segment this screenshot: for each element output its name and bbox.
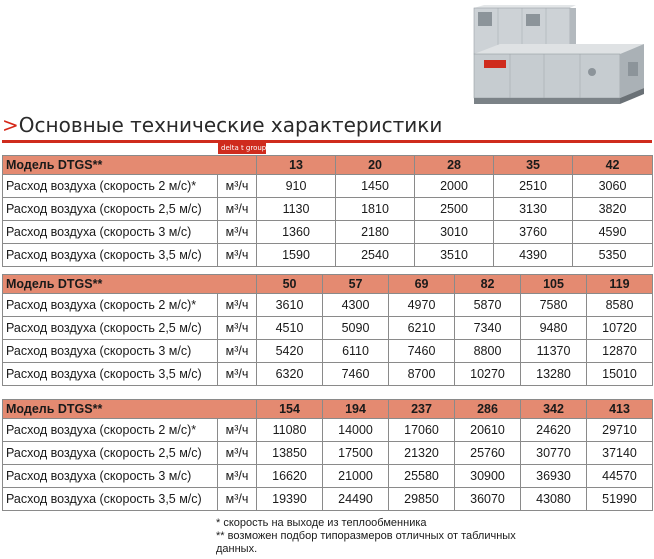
value-cell: 11370 <box>521 340 587 363</box>
value-cell: 25760 <box>455 442 521 465</box>
value-cell: 6210 <box>389 317 455 340</box>
value-cell: 10270 <box>455 363 521 386</box>
value-cell: 21000 <box>323 465 389 488</box>
model-cell: 342 <box>521 400 587 419</box>
value-cell: 51990 <box>587 488 653 511</box>
value-cell: 44570 <box>587 465 653 488</box>
title-arrow: > <box>2 113 19 137</box>
table-header-row <box>3 400 653 419</box>
value-cell: 8700 <box>389 363 455 386</box>
model-cell: 105 <box>521 275 587 294</box>
row-label: Расход воздуха (скорость 3 м/с) <box>3 465 218 488</box>
value-cell: 16620 <box>257 465 323 488</box>
value-cell: 1130 <box>257 198 336 221</box>
value-cell: 1590 <box>257 244 336 267</box>
value-cell: 37140 <box>587 442 653 465</box>
row-label: Расход воздуха (скорость 2 м/с)* <box>3 294 218 317</box>
value-cell: 5420 <box>257 340 323 363</box>
model-cell: 69 <box>389 275 455 294</box>
value-cell: 1810 <box>336 198 415 221</box>
unit-cell: м³/ч <box>218 294 257 317</box>
value-cell: 6320 <box>257 363 323 386</box>
model-cell: 28 <box>415 156 494 175</box>
value-cell: 2000 <box>415 175 494 198</box>
value-cell: 9480 <box>521 317 587 340</box>
spec-table-1 <box>2 155 653 267</box>
value-cell: 3820 <box>573 198 653 221</box>
unit-cell: м³/ч <box>218 488 257 511</box>
unit-cell: м³/ч <box>218 175 257 198</box>
value-cell: 5090 <box>323 317 389 340</box>
footnote: * скорость на выходе из теплообменника <box>216 517 427 529</box>
unit-cell: м³/ч <box>218 198 257 221</box>
value-cell: 1450 <box>336 175 415 198</box>
air-handling-unit-image <box>470 4 650 108</box>
value-cell: 12870 <box>587 340 653 363</box>
value-cell: 1360 <box>257 221 336 244</box>
unit-cell: м³/ч <box>218 442 257 465</box>
value-cell: 7340 <box>455 317 521 340</box>
value-cell: 14000 <box>323 419 389 442</box>
value-cell: 21320 <box>389 442 455 465</box>
table-row <box>3 442 653 465</box>
value-cell: 3510 <box>415 244 494 267</box>
value-cell: 2180 <box>336 221 415 244</box>
section-title-text: Основные технические характеристики <box>18 113 443 137</box>
table-row <box>3 294 653 317</box>
value-cell: 30900 <box>455 465 521 488</box>
table-row <box>3 419 653 442</box>
value-cell: 3610 <box>257 294 323 317</box>
value-cell: 11080 <box>257 419 323 442</box>
value-cell: 5870 <box>455 294 521 317</box>
model-cell: 20 <box>336 156 415 175</box>
model-cell: 237 <box>389 400 455 419</box>
row-label: Расход воздуха (скорость 3 м/с) <box>3 340 218 363</box>
value-cell: 29710 <box>587 419 653 442</box>
unit-cell: м³/ч <box>218 317 257 340</box>
model-label: Модель DTGS** <box>3 275 257 294</box>
row-label: Расход воздуха (скорость 2,5 м/с) <box>3 198 218 221</box>
value-cell: 10720 <box>587 317 653 340</box>
footnote: ** возможен подбор типоразмеров отличных от табличных данных. <box>216 530 516 555</box>
value-cell: 8580 <box>587 294 653 317</box>
model-cell: 13 <box>257 156 336 175</box>
model-cell: 154 <box>257 400 323 419</box>
value-cell: 3130 <box>494 198 573 221</box>
row-label: Расход воздуха (скорость 2 м/с)* <box>3 175 218 198</box>
section-title <box>2 110 442 140</box>
value-cell: 2500 <box>415 198 494 221</box>
value-cell: 17060 <box>389 419 455 442</box>
value-cell: 20610 <box>455 419 521 442</box>
value-cell: 4300 <box>323 294 389 317</box>
value-cell: 24490 <box>323 488 389 511</box>
value-cell: 25580 <box>389 465 455 488</box>
model-label: Модель DTGS** <box>3 156 257 175</box>
footnotes <box>216 517 516 556</box>
value-cell: 4390 <box>494 244 573 267</box>
value-cell: 6110 <box>323 340 389 363</box>
value-cell: 36930 <box>521 465 587 488</box>
table-header-row <box>3 156 653 175</box>
value-cell: 43080 <box>521 488 587 511</box>
model-cell: 119 <box>587 275 653 294</box>
value-cell: 910 <box>257 175 336 198</box>
value-cell: 5350 <box>573 244 653 267</box>
row-label: Расход воздуха (скорость 3,5 м/с) <box>3 363 218 386</box>
table-row <box>3 488 653 511</box>
value-cell: 13850 <box>257 442 323 465</box>
table-row <box>3 198 653 221</box>
row-label: Расход воздуха (скорость 3 м/с) <box>3 221 218 244</box>
value-cell: 8800 <box>455 340 521 363</box>
model-cell: 286 <box>455 400 521 419</box>
value-cell: 7460 <box>323 363 389 386</box>
unit-cell: м³/ч <box>218 244 257 267</box>
model-cell: 57 <box>323 275 389 294</box>
value-cell: 3010 <box>415 221 494 244</box>
unit-cell: м³/ч <box>218 419 257 442</box>
unit-cell: м³/ч <box>218 221 257 244</box>
row-label: Расход воздуха (скорость 3,5 м/с) <box>3 488 218 511</box>
unit-cell: м³/ч <box>218 340 257 363</box>
value-cell: 2510 <box>494 175 573 198</box>
spec-table-2 <box>2 274 653 386</box>
value-cell: 19390 <box>257 488 323 511</box>
value-cell: 7460 <box>389 340 455 363</box>
value-cell: 3760 <box>494 221 573 244</box>
table-row <box>3 175 653 198</box>
value-cell: 15010 <box>587 363 653 386</box>
value-cell: 30770 <box>521 442 587 465</box>
table-row <box>3 221 653 244</box>
table-row <box>3 244 653 267</box>
row-label: Расход воздуха (скорость 2,5 м/с) <box>3 317 218 340</box>
row-label: Расход воздуха (скорость 3,5 м/с) <box>3 244 218 267</box>
model-cell: 50 <box>257 275 323 294</box>
value-cell: 4510 <box>257 317 323 340</box>
value-cell: 13280 <box>521 363 587 386</box>
model-cell: 194 <box>323 400 389 419</box>
unit-cell: м³/ч <box>218 465 257 488</box>
model-cell: 82 <box>455 275 521 294</box>
title-underline <box>2 140 652 143</box>
row-label: Расход воздуха (скорость 2 м/с)* <box>3 419 218 442</box>
table-row <box>3 340 653 363</box>
value-cell: 4590 <box>573 221 653 244</box>
row-label: Расход воздуха (скорость 2,5 м/с) <box>3 442 218 465</box>
value-cell: 4970 <box>389 294 455 317</box>
brand-tag: delta t group <box>218 143 266 154</box>
value-cell: 36070 <box>455 488 521 511</box>
model-cell: 42 <box>573 156 653 175</box>
value-cell: 17500 <box>323 442 389 465</box>
model-cell: 413 <box>587 400 653 419</box>
table-row <box>3 317 653 340</box>
table-row <box>3 465 653 488</box>
value-cell: 24620 <box>521 419 587 442</box>
spec-table-3 <box>2 399 653 511</box>
table-row <box>3 363 653 386</box>
model-cell: 35 <box>494 156 573 175</box>
value-cell: 2540 <box>336 244 415 267</box>
table-header-row <box>3 275 653 294</box>
value-cell: 7580 <box>521 294 587 317</box>
value-cell: 29850 <box>389 488 455 511</box>
model-label: Модель DTGS** <box>3 400 257 419</box>
value-cell: 3060 <box>573 175 653 198</box>
unit-cell: м³/ч <box>218 363 257 386</box>
